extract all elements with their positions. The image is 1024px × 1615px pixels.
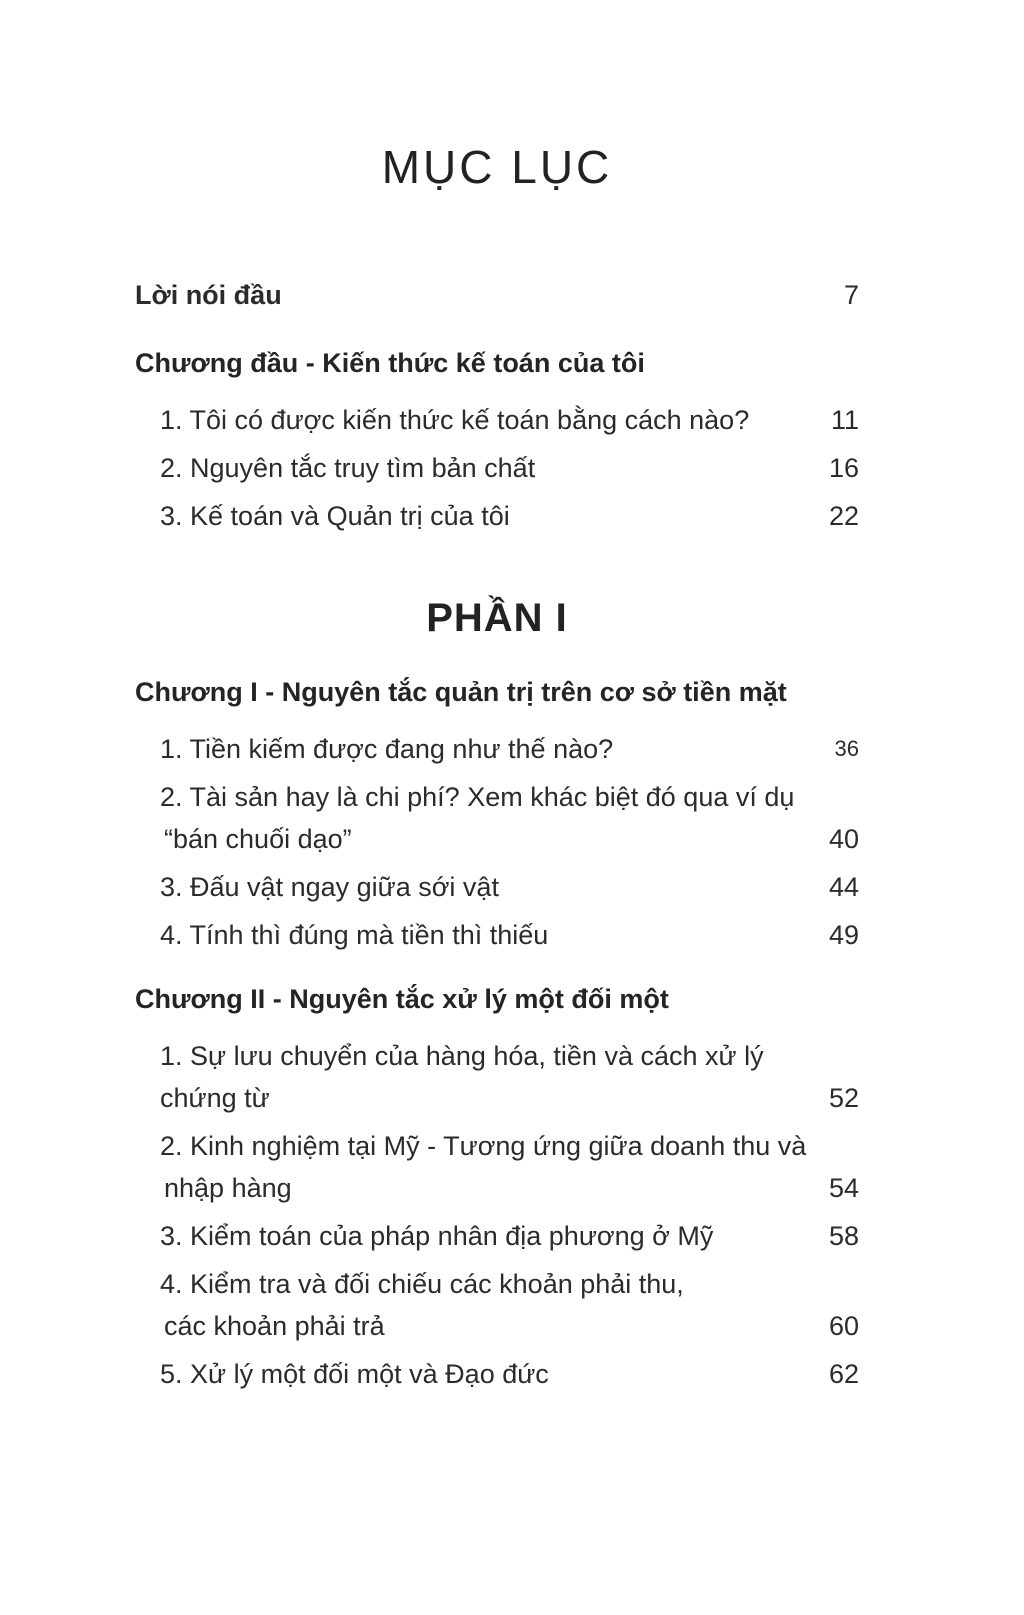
entry-label: 3. Kiểm toán của pháp nhân địa phương ở Mỹ — [160, 1221, 714, 1251]
entry-page-number: 58 — [828, 1221, 859, 1251]
chapter-prefix: Chương I — [135, 677, 258, 707]
entry-label: 1. Tiền kiếm được đang như thế nào? — [160, 734, 614, 764]
toc-item — [160, 866, 859, 908]
entry-label-line-1: 2. Tài sản hay là chi phí? Xem khác biệt đó qua ví dụ — [160, 782, 795, 812]
entry-label-line-2: nhập hàng — [164, 1173, 292, 1203]
toc-item — [160, 728, 859, 770]
entry-page-number: 7 — [843, 280, 859, 310]
toc-content — [135, 0, 859, 1395]
entry-page-number: 60 — [828, 1311, 859, 1341]
toc-item — [160, 399, 859, 441]
toc-item — [160, 1353, 859, 1395]
entry-page-number: 54 — [828, 1173, 859, 1203]
entry-label-line-2: các khoản phải trả — [164, 1311, 385, 1341]
chapter-heading-2 — [135, 978, 859, 1020]
chapter-heading-front — [135, 342, 859, 384]
chapter-title: - Nguyên tắc quản trị trên cơ sở tiền mặt — [257, 677, 787, 707]
page-title: MỤC LỤC — [381, 141, 613, 193]
entry-label-line-1: 4. Kiểm tra và đối chiếu các khoản phải thu, — [160, 1269, 684, 1299]
toc-item — [160, 447, 859, 489]
entry-page-number: 40 — [828, 824, 859, 854]
entry-label: 3. Đấu vật ngay giữa sới vật — [160, 872, 499, 902]
entry-page-number: 44 — [828, 872, 859, 902]
entry-label: 3. Kế toán và Quản trị của tôi — [160, 501, 510, 531]
entry-page-number: 16 — [828, 453, 859, 483]
chapter-heading-1 — [135, 671, 859, 713]
entry-label — [160, 1263, 817, 1347]
entry-label — [160, 1125, 817, 1209]
chapter-title: - Nguyên tắc xử lý một đối một — [265, 984, 669, 1014]
entry-page-number: 11 — [830, 405, 859, 435]
toc-item — [160, 1035, 859, 1119]
chapter-prefix: Chương đầu — [135, 348, 299, 378]
entry-label — [160, 776, 817, 860]
entry-label: 4. Tính thì đúng mà tiền thì thiếu — [160, 920, 549, 950]
toc-item — [160, 1263, 859, 1347]
entry-label: 1. Sự lưu chuyển của hàng hóa, tiền và cách xử lý chứng từ — [160, 1041, 764, 1113]
entry-label-line-2: “bán chuối dạo” — [164, 824, 352, 854]
entry-page-number: 49 — [828, 920, 859, 950]
entry-label: 2. Nguyên tắc truy tìm bản chất — [160, 453, 536, 483]
chapter-items-2 — [135, 1035, 859, 1395]
chapter-items-front — [135, 399, 859, 537]
part-title: PHẦN I — [426, 596, 568, 640]
entry-label: 5. Xử lý một đối một và Đạo đức — [160, 1359, 549, 1389]
toc-item — [160, 1125, 859, 1209]
entry-label: Lời nói đầu — [135, 280, 282, 310]
entry-page-number: 62 — [828, 1359, 859, 1389]
toc-item — [160, 495, 859, 537]
toc-item — [160, 914, 859, 956]
toc-item — [160, 776, 859, 860]
toc-item — [160, 1215, 859, 1257]
entry-label: 1. Tôi có được kiến thức kế toán bằng cách nào? — [160, 405, 750, 435]
entry-page-number: 22 — [828, 501, 859, 531]
entry-label-line-1: 2. Kinh nghiệm tại Mỹ - Tương ứng giữa doanh thu và — [160, 1131, 807, 1161]
chapter-title: - Kiến thức kế toán của tôi — [298, 348, 645, 378]
chapter-items-1 — [135, 728, 859, 956]
entry-page-number: 52 — [828, 1083, 859, 1113]
chapter-prefix: Chương II — [135, 984, 266, 1014]
toc-entry-preface — [135, 274, 859, 316]
entry-page-number: 36 — [834, 736, 859, 761]
